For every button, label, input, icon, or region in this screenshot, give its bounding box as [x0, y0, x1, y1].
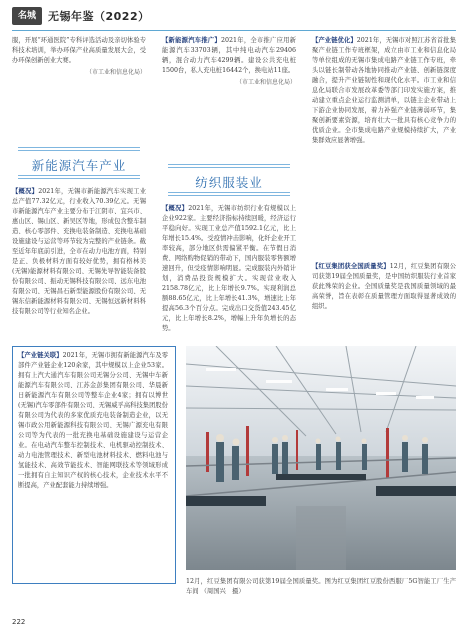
banner-rule-top [162, 164, 296, 172]
col2-top-source: （市工业和信息化局） [235, 79, 296, 86]
article-text: 2021年，无锡市纺织行业有规模以上企业922家。主要经济指标持续回暖，经济运行平稳向好。实现工业总产值1592.1亿元，比上年增长15.4%。受疫情冲击影响，化纤企业开工率较高，部分地区供需偏紧平衡。在节假日消费、网络购物促销的带动下，国内服装零售额增速回升，但受疫情影响明显。完成服装内外销计划，消费品投资规模扩大。实现营业收入2158.78亿元，比上年增长9.7%。实现利润总额88.65亿元，比上年增长41.3%，增速比上年提高56.3个百分点。完成出口交货值243.45亿元，比上年增长8.2%，增幅上升年负增长的态势。 [162, 205, 296, 332]
article-tag: 【产业链关联】 [18, 352, 63, 359]
banner-rule-top [12, 147, 146, 155]
section-banner-textile [162, 160, 296, 200]
factory-photo [186, 346, 456, 570]
sidebar-box-article [12, 346, 176, 584]
col1-top-source: （市工业和信息化局） [85, 69, 146, 76]
yearbook-logo: 名城 [12, 7, 42, 25]
col1-nev-article [12, 187, 146, 317]
col1-top-text: 服，开展“环通医院”专科评选活动及亲切体验专科技术培训，举办环保产业高质量发展大会，受办环保创新创业大赛。 [12, 37, 146, 64]
col1-top-article [12, 36, 146, 78]
banner-title: 新能源汽车产业 [31, 158, 127, 173]
article-text: 2021年，全市推广应用新能源汽车33703辆，其中纯电动汽车29406辆，混合动力汽车4299辆。建设公共充电桩1500台，私人充电桩16442个，换电站11座。 [162, 37, 296, 74]
banner-title: 纺织服装业 [195, 175, 263, 190]
page-header [0, 0, 468, 30]
article-tag: 【概况】 [162, 205, 189, 212]
article-tag: 【新能源汽车推广】 [162, 37, 221, 44]
article-text: 2021年，无锡市对照江苏省首批集聚产业链工作专班框架，成立由市工业和信息化局等单位组成的无锡市集成电路产业链工作专班，牵头以链长制带动各地协同推动产业链、创新链深度融合，提升产业链韧性和现代化水平。市工业和信息化局联合市发展改革委等部门印发实施方案，推动建立重点企业运行监测清单，以链主企业带动上下游企业协同发展，着力补强产业链薄弱环节，集聚创新要素资源，培育壮大一批具有核心竞争力的优质企业。全市集成电路产业规模持续扩大，产业集群效应显著增强。 [312, 37, 457, 144]
article-text: 2021年，无锡市拥有新能源汽车及零部件产业链企业120余家，其中规模以上企业53家。拥有上汽大通汽车有限公司无锡分公司、无锡中车新能源汽车有限公司、江苏金彭集团有限公司、华晨新日新能源汽车有限公司等整车企业4家；拥有以博世(无锡)汽车零部件有限公司、无锡威孚高科技集团股份有限公司为代表的多家优质充电装备制造企业，以无锡市政公用新能源科技有限公司、无锡广源充电有限公司等为代表的一批充换电基础设施建设与运营企业。在电动汽车整车控制技术、电机驱动控制技术、动力电池管理技术、新型电池材料技术、燃料电池与氢能技术、高效节能技术、智能网联技术等领域形成一批拥有自主知识产权的核心技术，企业技术水平不断提高，产业配套能力持续增强。 [18, 352, 168, 489]
col2-textile-article [162, 204, 296, 334]
factory-illustration [186, 346, 456, 570]
banner-rule-bottom [12, 175, 146, 183]
header-divider [12, 30, 456, 31]
page-number: 222 [12, 618, 26, 626]
col2-top-article [162, 36, 296, 88]
col1-bottom-article [18, 351, 168, 491]
article-tag: 【红豆集团获全国质量奖】 [312, 263, 390, 270]
article-tag: 【产业链优化】 [312, 37, 357, 44]
article-tag: 【概况】 [12, 188, 39, 195]
section-banner-nev [12, 143, 146, 183]
photo-caption: 12月，红豆集团有限公司获第19届全国质量奖。图为红豆集团红豆股份西服厂5G智能工厂生产车间 （周国兴 摄） [186, 578, 456, 595]
col3-top-article [312, 36, 456, 146]
article-text: 12月，红豆集团有限公司获第19届全国质量奖，是中国纺织服装行业首家获此殊荣的企业。全国质量奖是我国质量领域的最高荣誉，旨在表彰在质量管理方面取得显著成效的组织。 [312, 263, 457, 310]
article-text: 2021年，无锡市新能源汽车实现工业总产值77.32亿元，行业收入70.39亿元。无锡市新能源汽车产业主要分布于江阴市、宜兴市、惠山区、锡山区、新吴区等地，形成包含整车制造、核心零部件、充换电装备制造、充换电基础设施建设与运营等环节较为完整的产业链条。截至近年年底前引进，全市在动力电池方面，特别是正、负极材料方面有较好优势，拥有格林美(无锡)能源材料有限公司、无锡先导智能装备股份有限公司、振动无锡科技有限公司、远东电池有限公司、无锡昌石新型能源股份有限公司、无锡东信新能源材料有限公司、无锡恒远新材料科技有限公司等行业知名企业。 [12, 188, 146, 315]
banner-rule-bottom [162, 192, 296, 200]
yearbook-title: 无锡年鉴（2022） [48, 10, 150, 23]
col3-mid-article [312, 262, 456, 312]
